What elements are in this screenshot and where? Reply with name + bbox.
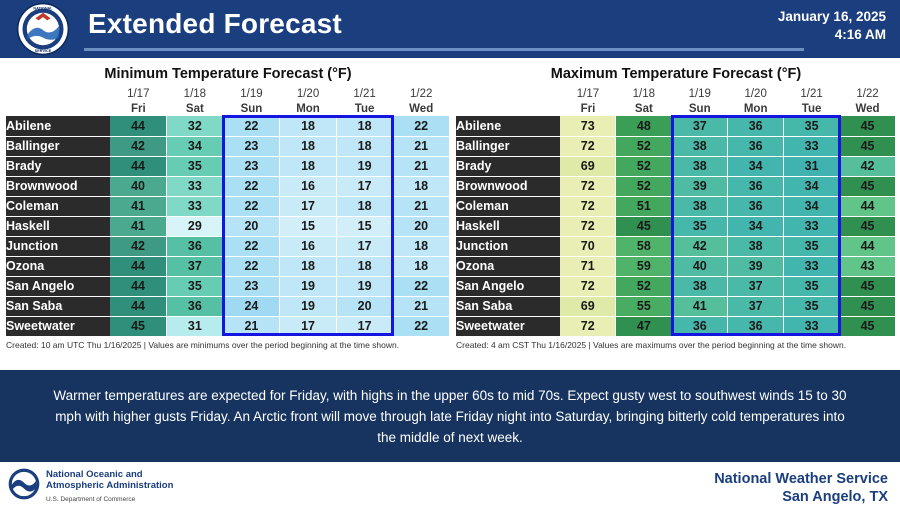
temperature-cell: 36 [167,296,224,316]
column-dayofweek: Wed [409,102,434,115]
temperature-cell: 41 [110,216,167,236]
temperature-cell: 72 [560,216,616,236]
table-row [456,296,896,316]
temperature-cell: 18 [280,136,337,156]
temperature-cell: 34 [784,196,840,216]
temperature-cell: 69 [560,156,616,176]
forecast-tables-panel [0,58,900,370]
column-dayofweek: Tue [354,102,375,115]
temperature-cell: 18 [336,116,393,136]
temperature-cell: 44 [110,156,167,176]
city-label: San Saba [6,296,110,316]
city-label: Brownwood [6,176,110,196]
noaa-line-2: Atmospheric Administration [46,480,174,491]
city-label: Sweetwater [6,316,110,336]
temperature-cell: 51 [616,196,672,216]
temperature-cell: 41 [110,196,167,216]
office-line-2: San Angelo, TX [782,489,888,505]
column-dayofweek: Sat [634,102,653,115]
min-temperature-table-wrap [6,66,450,350]
noaa-agency-label [46,469,173,505]
temperature-cell: 45 [840,176,896,196]
temperature-cell: 18 [280,116,337,136]
min-table-footnote: Created: 10 am UTC Thu 1/16/2025 | Values are minimums over the period beginning at the time shown. [6,339,400,350]
temperature-cell: 17 [336,176,393,196]
max-table-footnote: Created: 4 am CST Thu 1/16/2025 | Values are maximums over the period beginning at the time shown. [456,339,847,350]
temperature-cell: 29 [167,216,224,236]
temperature-cell: 36 [728,176,784,196]
column-dayofweek: Mon [743,102,768,115]
table-row [456,256,896,276]
column-dayofweek: Sat [185,102,204,115]
temperature-cell: 19 [280,276,337,296]
temperature-cell: 21 [393,196,450,216]
column-dayofweek: Fri [580,102,596,115]
table-row [6,176,450,196]
temperature-cell: 52 [616,156,672,176]
temperature-cell: 22 [223,236,280,256]
temperature-cell: 17 [336,316,393,336]
temperature-cell: 45 [840,276,896,296]
temperature-cell: 37 [728,296,784,316]
table-row [6,316,450,336]
temperature-cell: 38 [672,276,728,296]
max-temperature-table-wrap [456,66,896,350]
temperature-cell: 36 [728,196,784,216]
temperature-cell: 32 [167,116,224,136]
temperature-cell: 23 [223,276,280,296]
temperature-cell: 42 [110,136,167,156]
svg-text:SERVICE: SERVICE [34,49,52,54]
temperature-cell: 19 [280,296,337,316]
temperature-cell: 39 [672,176,728,196]
temperature-cell: 70 [560,236,616,256]
temperature-cell: 34 [728,216,784,236]
city-label: Brownwood [456,176,560,196]
temperature-cell: 23 [223,156,280,176]
nws-seal-icon [6,2,80,56]
column-dayofweek: Sun [688,102,711,115]
temperature-cell: 31 [167,316,224,336]
temperature-cell: 16 [280,176,337,196]
table-row [456,276,896,296]
table-row [6,276,450,296]
temperature-cell: 45 [110,316,167,336]
table-row [6,136,450,156]
temperature-cell: 22 [223,256,280,276]
max-table-title: Maximum Temperature Forecast (°F) [550,66,802,82]
temperature-cell: 21 [393,156,450,176]
header-row-dates [456,86,896,101]
city-label: Abilene [6,116,110,136]
header-row-dates [6,86,450,101]
temperature-cell: 44 [840,236,896,256]
min-table-title: Minimum Temperature Forecast (°F) [104,66,352,82]
temperature-cell: 41 [672,296,728,316]
issuance-timestamp [778,8,886,44]
issuance-time: 4:16 AM [834,27,886,42]
temperature-cell: 19 [336,156,393,176]
temperature-cell: 37 [167,256,224,276]
temperature-cell: 72 [560,316,616,336]
column-date: 1/21 [800,87,823,100]
temperature-cell: 18 [336,136,393,156]
temperature-cell: 44 [110,256,167,276]
column-dayofweek: Mon [296,102,320,115]
temperature-cell: 33 [167,176,224,196]
table-row [6,296,450,316]
temperature-cell: 20 [393,216,450,236]
table-row [6,236,450,256]
city-label: San Angelo [6,276,110,296]
temperature-cell: 44 [110,116,167,136]
temperature-cell: 22 [223,176,280,196]
temperature-cell: 37 [672,116,728,136]
temperature-cell: 22 [393,116,450,136]
city-label: Junction [6,236,110,256]
noaa-line-1: National Oceanic and [46,469,143,480]
city-label: Haskell [6,216,110,236]
temperature-cell: 24 [223,296,280,316]
city-label: Ballinger [456,136,560,156]
temperature-cell: 40 [672,256,728,276]
max-temperature-table [456,86,896,337]
footer-bar [0,462,900,506]
temperature-cell: 20 [223,216,280,236]
temperature-cell: 17 [280,316,337,336]
temperature-cell: 39 [728,256,784,276]
temperature-cell: 23 [223,136,280,156]
temperature-cell: 18 [393,236,450,256]
temperature-cell: 21 [393,136,450,156]
city-label: Brady [456,156,560,176]
city-label: Coleman [456,196,560,216]
temperature-cell: 72 [560,176,616,196]
temperature-cell: 31 [784,156,840,176]
column-dayofweek: Sun [240,102,263,115]
column-date: 1/20 [744,87,767,100]
temperature-cell: 43 [840,256,896,276]
column-dayofweek: Tue [801,102,822,115]
city-label: Junction [456,236,560,256]
temperature-cell: 44 [840,196,896,216]
table-row [6,216,450,236]
temperature-cell: 18 [336,196,393,216]
temperature-cell: 58 [616,236,672,256]
table-row [6,156,450,176]
column-date: 1/17 [127,87,150,100]
table-row [6,196,450,216]
page-title: Extended Forecast [88,8,342,39]
temperature-cell: 15 [336,216,393,236]
temperature-cell: 22 [393,316,450,336]
temperature-cell: 36 [167,236,224,256]
city-label: San Angelo [456,276,560,296]
city-label: Haskell [456,216,560,236]
city-label: Coleman [6,196,110,216]
temperature-cell: 36 [728,136,784,156]
temperature-cell: 72 [560,196,616,216]
forecast-discussion [0,370,900,462]
table-row [456,136,896,156]
temperature-cell: 45 [840,316,896,336]
temperature-cell: 18 [280,256,337,276]
temperature-cell: 35 [672,216,728,236]
table-row [456,196,896,216]
table-row [456,116,896,136]
temperature-cell: 21 [393,296,450,316]
column-date: 1/19 [688,87,711,100]
temperature-cell: 34 [728,156,784,176]
discussion-text: Warmer temperatures are expected for Friday, with highs in the upper 60s to mid 70s. Expect gusty west to southwest winds 15 to 30 mph with higher gusts Friday. An Arctic front will move through late Friday night into Saturday, bringing bitterly cold temperatures into the middle of next week. [53,387,847,445]
temperature-cell: 37 [728,276,784,296]
table-row [456,156,896,176]
temperature-cell: 45 [616,216,672,236]
temperature-cell: 52 [616,176,672,196]
temperature-cell: 38 [728,236,784,256]
header-bar [0,0,900,58]
temperature-cell: 45 [840,136,896,156]
temperature-cell: 59 [616,256,672,276]
temperature-cell: 22 [393,276,450,296]
temperature-cell: 45 [840,216,896,236]
column-date: 1/19 [240,87,263,100]
temperature-cell: 18 [393,256,450,276]
column-date: 1/20 [296,87,320,100]
temperature-cell: 33 [167,196,224,216]
temperature-cell: 33 [784,216,840,236]
temperature-cell: 72 [560,276,616,296]
temperature-cell: 33 [784,316,840,336]
column-date: 1/22 [856,87,879,100]
city-label: Ozona [456,256,560,276]
title-underline [84,48,804,51]
temperature-cell: 33 [784,136,840,156]
temperature-cell: 44 [110,276,167,296]
temperature-cell: 42 [672,236,728,256]
temperature-cell: 36 [672,316,728,336]
office-label [714,470,888,506]
office-line-1: National Weather Service [714,471,888,487]
table-row [456,316,896,336]
city-label: San Saba [456,296,560,316]
noaa-sub-line: U.S. Department of Commerce [46,496,136,503]
noaa-seal-icon [8,468,40,500]
temperature-cell: 17 [336,236,393,256]
column-dayofweek: Wed [855,102,880,115]
city-label: Abilene [456,116,560,136]
temperature-cell: 18 [336,256,393,276]
temperature-cell: 52 [616,276,672,296]
temperature-cell: 47 [616,316,672,336]
column-date: 1/18 [183,87,207,100]
temperature-cell: 22 [223,196,280,216]
table-row [6,116,450,136]
temperature-cell: 55 [616,296,672,316]
temperature-cell: 34 [167,136,224,156]
temperature-cell: 44 [110,296,167,316]
svg-text:NATIONAL: NATIONAL [33,6,53,11]
city-label: Brady [6,156,110,176]
temperature-cell: 48 [616,116,672,136]
table-row [456,216,896,236]
temperature-cell: 21 [223,316,280,336]
temperature-cell: 45 [840,296,896,316]
temperature-cell: 34 [784,176,840,196]
temperature-cell: 19 [336,276,393,296]
header-row-days [456,101,896,116]
city-label: Sweetwater [456,316,560,336]
temperature-cell: 42 [110,236,167,256]
temperature-cell: 17 [280,196,337,216]
temperature-cell: 35 [784,116,840,136]
header-row-days [6,101,450,116]
issuance-date: January 16, 2025 [777,9,886,24]
temperature-cell: 38 [672,136,728,156]
column-dayofweek: Fri [130,102,146,115]
column-date: 1/21 [353,87,376,100]
temperature-cell: 38 [672,156,728,176]
min-temperature-table [6,86,450,337]
column-date: 1/17 [576,87,600,100]
temperature-cell: 72 [560,136,616,156]
temperature-cell: 33 [784,256,840,276]
temperature-cell: 36 [728,316,784,336]
temperature-cell: 45 [840,116,896,136]
temperature-cell: 15 [280,216,337,236]
temperature-cell: 35 [784,276,840,296]
temperature-cell: 20 [336,296,393,316]
column-date: 1/22 [410,87,433,100]
temperature-cell: 40 [110,176,167,196]
temperature-cell: 18 [393,176,450,196]
temperature-cell: 38 [672,196,728,216]
city-label: Ozona [6,256,110,276]
temperature-cell: 35 [167,156,224,176]
table-row [456,236,896,256]
temperature-cell: 73 [560,116,616,136]
temperature-cell: 42 [840,156,896,176]
temperature-cell: 22 [223,116,280,136]
temperature-cell: 35 [784,296,840,316]
temperature-cell: 18 [280,156,337,176]
column-date: 1/18 [632,87,656,100]
temperature-cell: 71 [560,256,616,276]
table-row [456,176,896,196]
temperature-cell: 35 [784,236,840,256]
temperature-cell: 16 [280,236,337,256]
temperature-cell: 52 [616,136,672,156]
temperature-cell: 35 [167,276,224,296]
temperature-cell: 36 [728,116,784,136]
temperature-cell: 69 [560,296,616,316]
table-row [6,256,450,276]
city-label: Ballinger [6,136,110,156]
